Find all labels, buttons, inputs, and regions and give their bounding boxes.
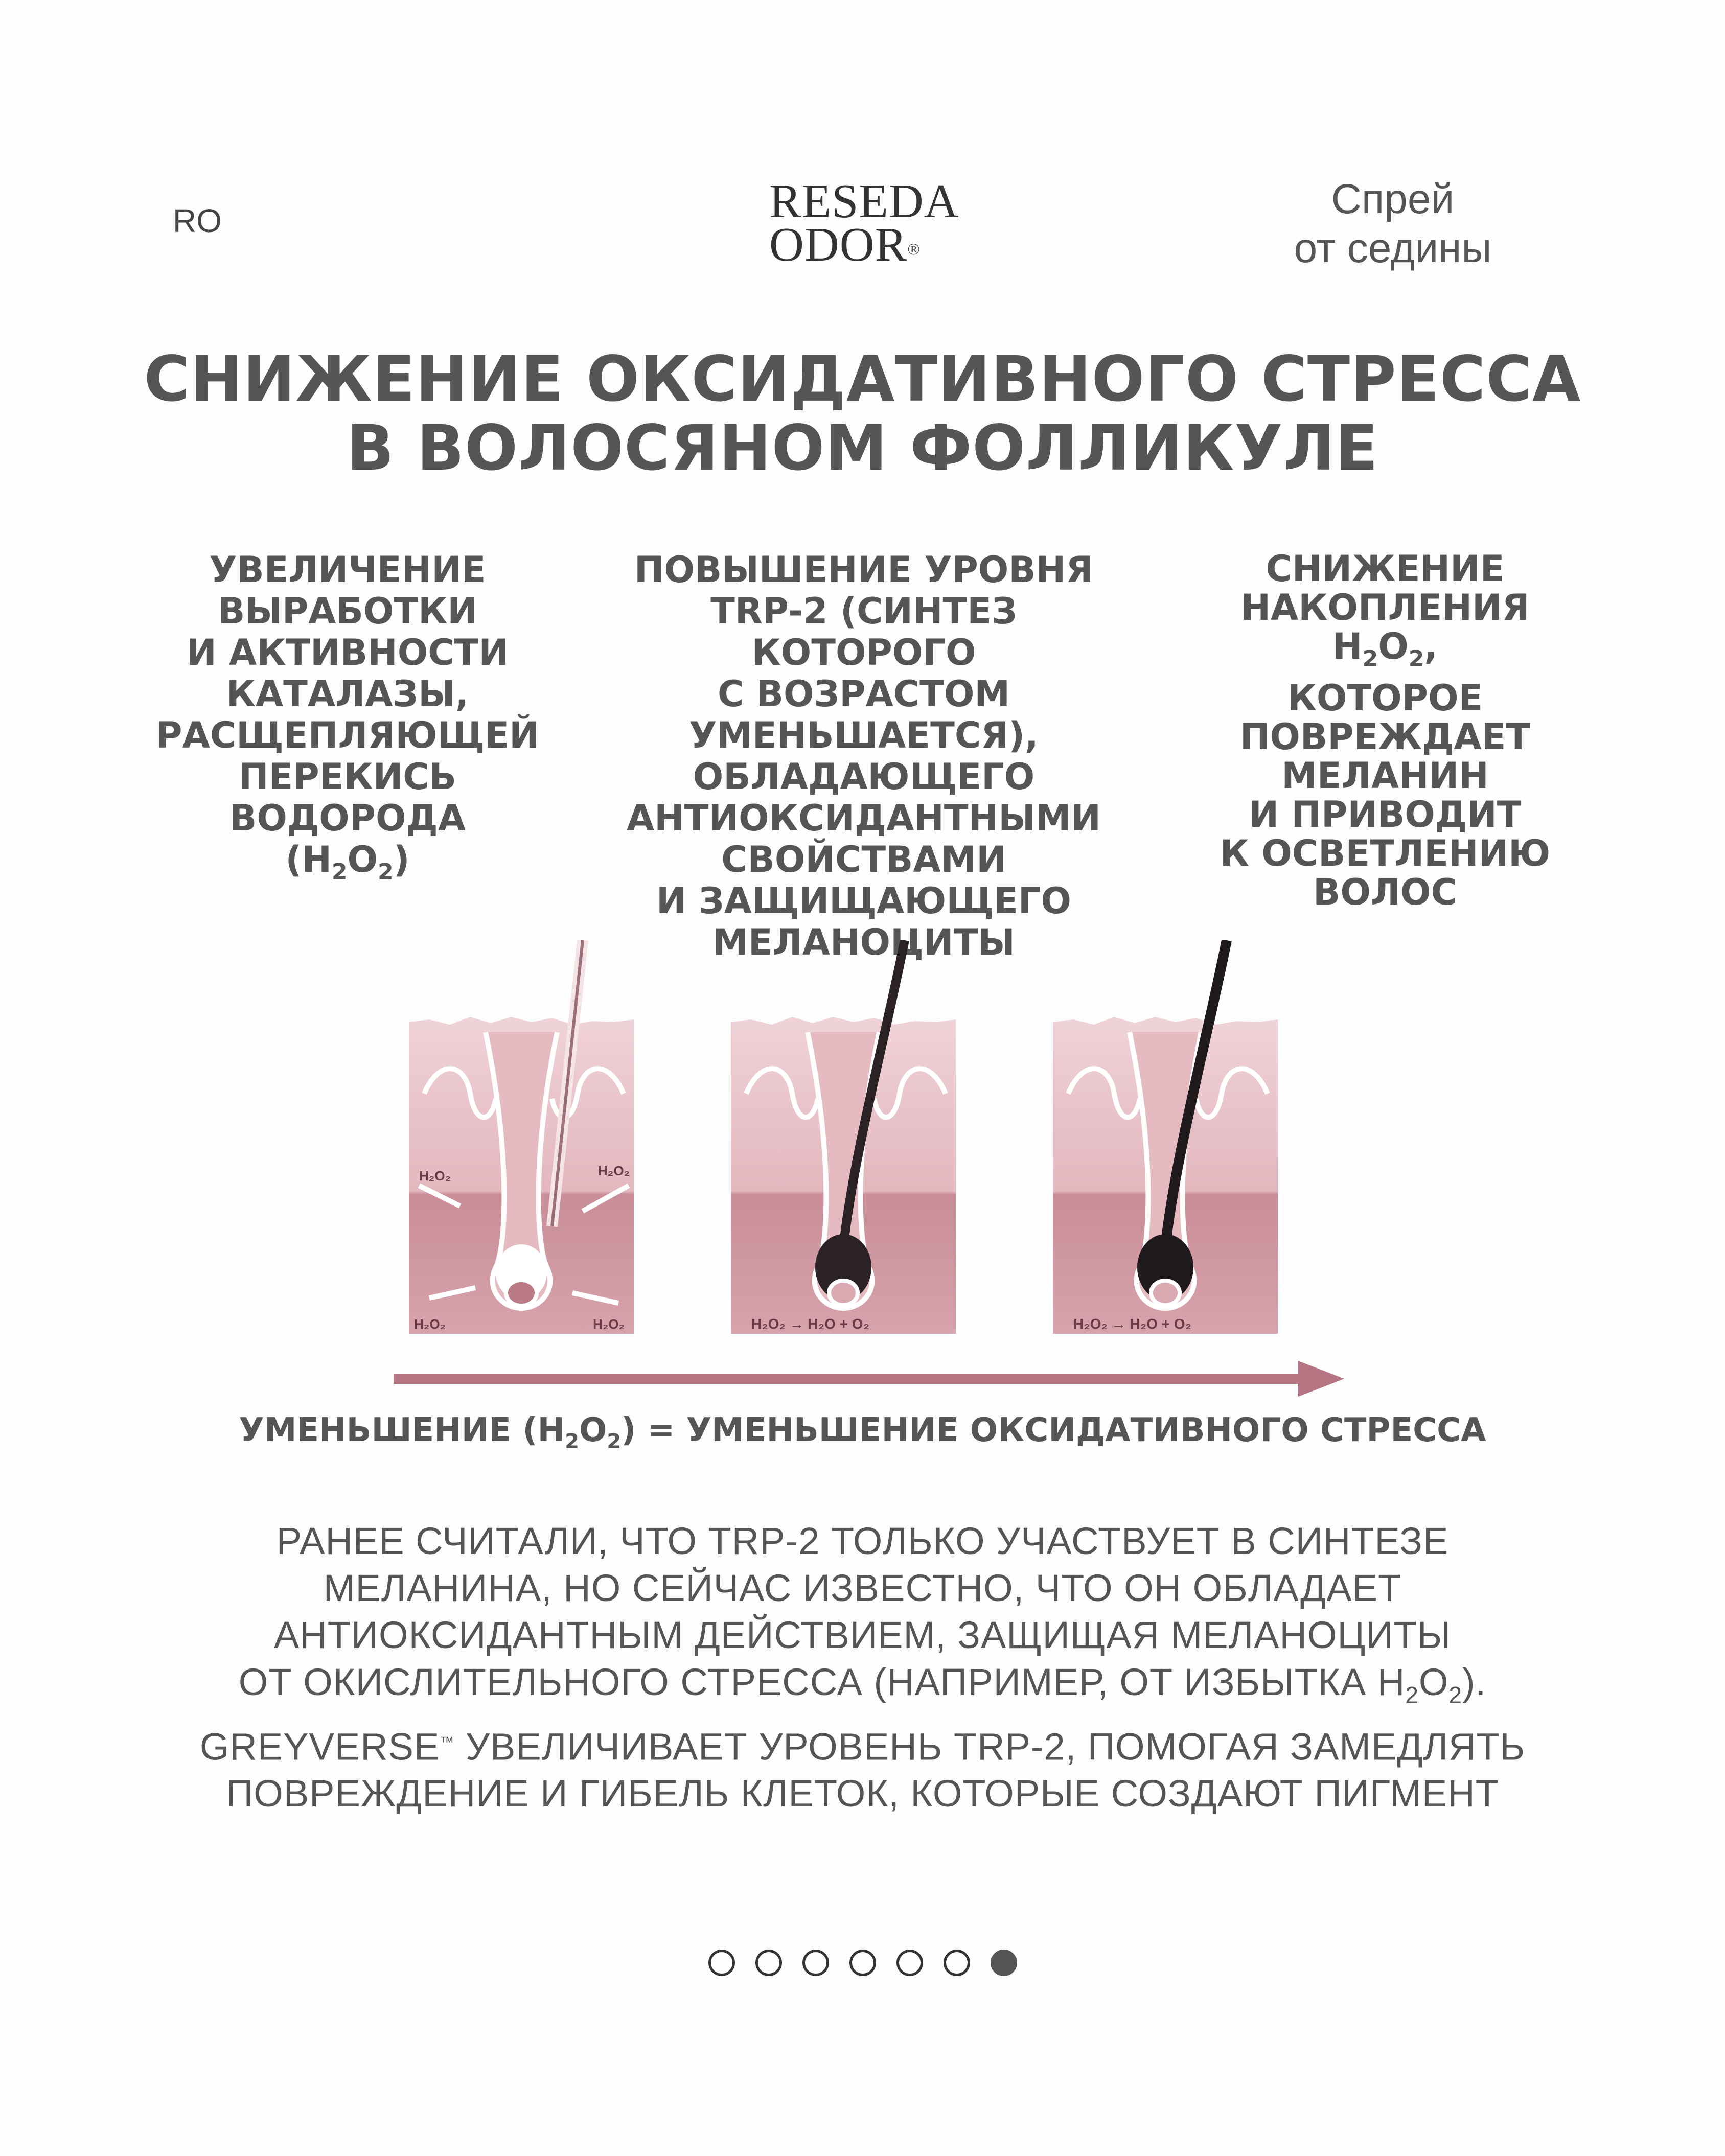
column-line-formula: НАКОПЛЕНИЯ $H_2O_2$, — [1240, 587, 1530, 672]
column-line: АНТИОКСИДАНТНЫМИ — [627, 797, 1101, 839]
column-line: ПОВЫШЕНИЕ УРОВНЯ — [634, 549, 1094, 591]
reaction-label: H₂O₂ → H₂O + O₂ — [751, 1316, 870, 1332]
column-line: УВЕЛИЧЕНИЕ — [209, 549, 486, 591]
column-line: С ВОЗРАСТОМ — [717, 673, 1010, 715]
hair-follicle-illustration — [388, 940, 1349, 1451]
paragraph-line: ПОВРЕЖДЕНИЕ И ГИБЕЛЬ КЛЕТОК, КОТОРЫЕ СОЗДАЮТ ПИГМЕНТ — [226, 1772, 1499, 1815]
product-line-2: от седины — [1294, 225, 1492, 271]
column-line: И АКТИВНОСТИ — [187, 632, 509, 674]
pagination-dot[interactable] — [708, 1950, 735, 1976]
product-name — [1239, 175, 1546, 273]
follicle-panel-2 — [731, 940, 956, 1334]
column-line: TRP-2 (СИНТЕЗ КОТОРОГО — [710, 590, 1017, 674]
h2o2-label: H₂O₂ — [419, 1168, 451, 1184]
benefit-column-catalase — [123, 549, 572, 893]
brand-logo — [769, 175, 974, 271]
title-line-1: СНИЖЕНИЕ ОКСИДАТИВНОГО СТРЕССА — [144, 343, 1581, 415]
column-line: СНИЖЕНИЕ — [1266, 548, 1505, 590]
pagination-dot[interactable] — [802, 1950, 829, 1976]
follicle-panel-1 — [409, 940, 634, 1334]
follicle-panel-3 — [1053, 940, 1278, 1334]
column-line: МЕЛАНИН — [1281, 755, 1489, 797]
column-line: ВЫРАБОТКИ — [218, 590, 477, 632]
column-line: КАТАЛАЗЫ, — [226, 673, 469, 715]
column-line: ОБЛАДАЮЩЕГО — [693, 756, 1035, 798]
progress-arrow — [394, 1361, 1344, 1397]
reaction-label: H₂O₂ → H₂O + O₂ — [1073, 1316, 1192, 1332]
language-label[interactable]: RO — [173, 202, 222, 239]
carousel-pagination — [0, 1950, 1725, 1976]
column-line: КОТОРОЕ — [1287, 677, 1483, 719]
title-line-2: В ВОЛОСЯНОМ ФОЛЛИКУЛЕ — [346, 412, 1379, 484]
benefit-column-h2o2 — [1186, 549, 1584, 912]
paragraph-line: ОТ ОКИСЛИТЕЛЬНОГО СТРЕССА (НАПРИМЕР, ОТ ИЗБЫТКА $H_2O_2$). — [238, 1661, 1487, 1708]
column-line: УМЕНЬШАЕТСЯ), — [689, 714, 1039, 756]
pagination-dot[interactable] — [944, 1950, 970, 1976]
h2o2-label: H₂O₂ — [414, 1316, 446, 1332]
pagination-dot[interactable] — [896, 1950, 923, 1976]
paragraph-line: АНТИОКСИДАНТНЫМ ДЕЙСТВИЕМ, ЗАЩИЩАЯ МЕЛАНОЦИТЫ — [273, 1614, 1452, 1656]
paragraph-line: МЕЛАНИНА, НО СЕЙЧАС ИЗВЕСТНО, ЧТО ОН ОБЛАДАЕТ — [323, 1567, 1402, 1609]
pagination-dot[interactable] — [849, 1950, 876, 1976]
column-line: И ЗАЩИЩАЮЩЕГО — [656, 880, 1072, 922]
h2o2-label: H₂O₂ — [598, 1163, 630, 1178]
h2o2-label: H₂O₂ — [593, 1316, 625, 1332]
column-line: РАСЩЕПЛЯЮЩЕЙ — [156, 714, 539, 756]
pagination-dot[interactable] — [991, 1950, 1017, 1976]
logo-line-1: RESEDA — [769, 175, 959, 228]
figure-caption: УМЕНЬШЕНИЕ $(H_2O_2)$ = УМЕНЬШЕНИЕ ОКСИДАТИВНОГО СТРЕССА — [239, 1411, 1486, 1453]
column-line: ПОВРЕЖДАЕТ — [1239, 716, 1531, 758]
page-title — [0, 345, 1725, 483]
benefit-column-trp2 — [603, 549, 1124, 963]
column-line: К ОСВЕТЛЕНИЮ — [1220, 832, 1551, 874]
column-line: ВОЛОС — [1313, 871, 1457, 913]
logo-line-2: ODOR® — [769, 218, 921, 271]
description-paragraph — [153, 1518, 1572, 1817]
paragraph-line: GREYVERSE™ УВЕЛИЧИВАЕТ УРОВЕНЬ TRP-2, ПОМОГАЯ ЗАМЕДЛЯТЬ — [199, 1725, 1526, 1768]
pagination-dot[interactable] — [755, 1950, 782, 1976]
product-line-1: Спрей — [1331, 176, 1455, 222]
column-line: ПЕРЕКИСЬ ВОДОРОДА — [229, 756, 466, 839]
paragraph-line: РАНЕЕ СЧИТАЛИ, ЧТО TRP-2 ТОЛЬКО УЧАСТВУЕТ В СИНТЕЗЕ — [276, 1520, 1449, 1562]
column-line: И ПРИВОДИТ — [1249, 794, 1522, 836]
column-line: МЕЛАНОЦИТЫ — [712, 921, 1015, 963]
formula-h2o2: $(H_2O_2)$ — [285, 839, 410, 885]
column-line: СВОЙСТВАМИ — [721, 839, 1006, 880]
